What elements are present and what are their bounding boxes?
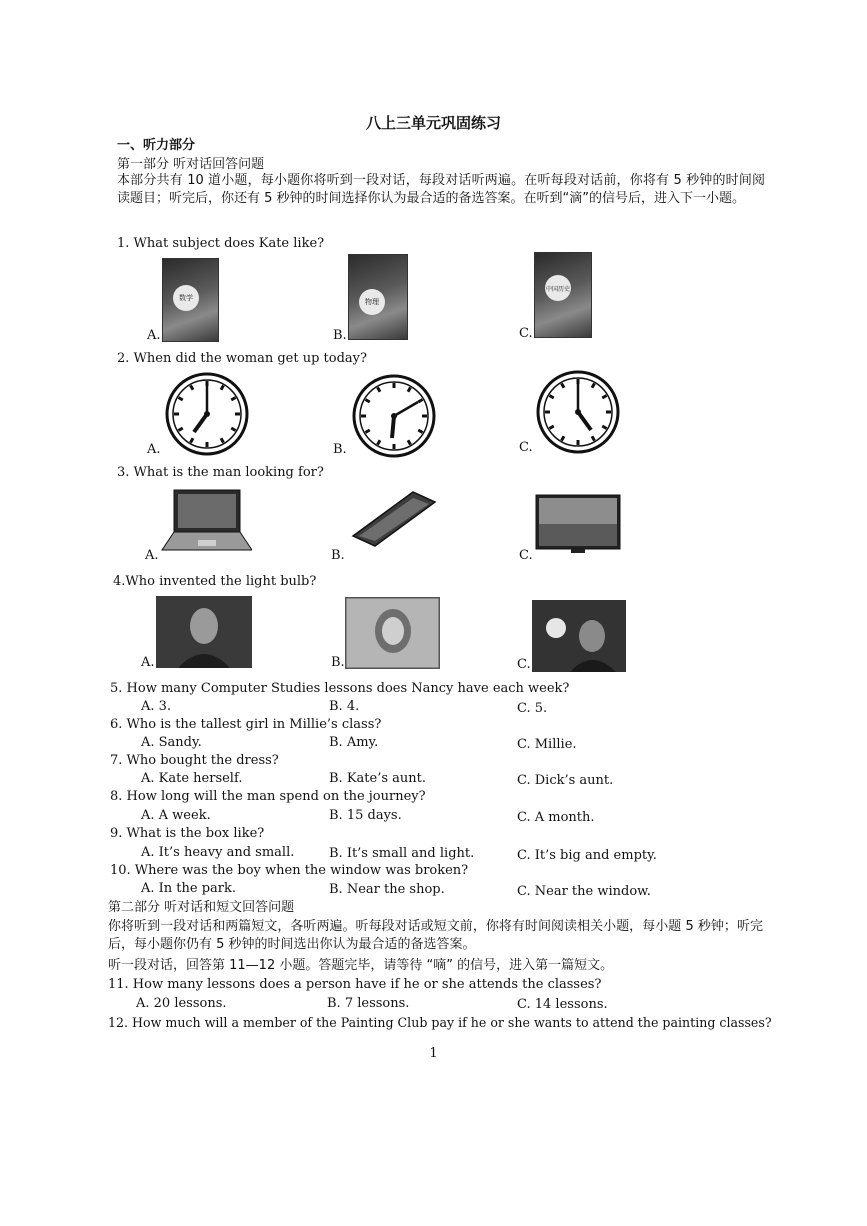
q7-option-a[interactable]: A. Kate herself. xyxy=(141,771,243,786)
q8-option-c[interactable]: C. A month. xyxy=(517,810,595,825)
question-12: 12. How much will a member of the Painting Club pay if he or she wants to attend the painting classes? xyxy=(108,1015,772,1030)
q5-option-a[interactable]: A. 3. xyxy=(141,699,172,714)
book-label: 物理 xyxy=(359,289,385,315)
q11-option-c[interactable]: C. 14 lessons. xyxy=(517,997,608,1012)
question-8: 8. How long will the man spend on the journey? xyxy=(110,789,426,804)
q4-option-b[interactable]: B. xyxy=(331,655,345,670)
question-3: 3. What is the man looking for? xyxy=(117,465,324,480)
section-listening: 一、听力部分 xyxy=(117,138,196,153)
q9-option-b[interactable]: B. It’s small and light. xyxy=(329,846,475,861)
question-10: 10. Where was the boy when the window was broken? xyxy=(110,863,469,878)
q10-option-a[interactable]: A. In the park. xyxy=(141,881,237,896)
history-book-image xyxy=(534,252,592,338)
q1-option-b[interactable]: B. xyxy=(333,328,347,343)
question-5: 5. How many Computer Studies lessons does Nancy have each week? xyxy=(110,681,570,696)
laptop-image xyxy=(160,488,252,554)
q3-option-c[interactable]: C. xyxy=(519,548,533,563)
clock-a-image xyxy=(165,372,249,456)
part2-subinstruction: 听一段对话，回答第 11—12 小题。答题完毕，请等待 “嘀” 的信号，进入第一篇短文。 xyxy=(108,958,614,973)
q10-option-b[interactable]: B. Near the shop. xyxy=(329,882,445,897)
portrait-a-image xyxy=(156,596,252,668)
book-label: 中国历史 xyxy=(545,275,571,301)
portrait-b-image xyxy=(345,597,440,669)
question-1: 1. What subject does Kate like? xyxy=(117,236,325,251)
physics-book-image xyxy=(348,254,408,340)
book-label: 数学 xyxy=(173,285,199,311)
math-book-image xyxy=(162,258,219,342)
part2-instructions: 你将听到一段对话和两篇短文，各听两遍。听每段对话或短文前，你将有时间阅读相关小题，每小题 5 秒钟；听完后，每小题你仍有 5 秒钟的时间选出你认为最合适的备选答案。 xyxy=(108,919,763,952)
page-title: 八上三单元巩固练习 xyxy=(365,114,501,132)
q9-option-c[interactable]: C. It’s big and empty. xyxy=(517,848,657,863)
q6-option-a[interactable]: A. Sandy. xyxy=(141,735,202,750)
part2-heading: 第二部分 听对话和短文回答问题 xyxy=(108,900,295,915)
q8-option-a[interactable]: A. A week. xyxy=(141,808,211,823)
q8-option-b[interactable]: B. 15 days. xyxy=(329,808,402,823)
q2-option-b[interactable]: B. xyxy=(333,442,347,457)
q7-option-b[interactable]: B. Kate’s aunt. xyxy=(329,771,426,786)
portrait-c-image xyxy=(532,600,626,672)
q4-option-a[interactable]: A. xyxy=(141,655,155,670)
question-11: 11. How many lessons does a person have if he or she attends the classes? xyxy=(108,977,602,992)
phone-image xyxy=(345,488,440,548)
question-6: 6. Who is the tallest girl in Millie’s class? xyxy=(110,717,382,732)
q4-option-c[interactable]: C. xyxy=(517,657,531,672)
part1-heading: 第一部分 听对话回答问题 xyxy=(117,157,265,172)
clock-b-image xyxy=(352,374,436,458)
q6-option-b[interactable]: B. Amy. xyxy=(329,735,379,750)
page-number: 1 xyxy=(429,1046,438,1061)
question-9: 9. What is the box like? xyxy=(110,826,265,841)
clock-c-image xyxy=(536,370,620,454)
question-4: 4.Who invented the light bulb? xyxy=(113,574,317,589)
q5-option-b[interactable]: B. 4. xyxy=(329,699,360,714)
q3-option-b[interactable]: B. xyxy=(331,548,345,563)
q5-option-c[interactable]: C. 5. xyxy=(517,701,548,716)
q1-option-a[interactable]: A. xyxy=(147,328,161,343)
q7-option-c[interactable]: C. Dick’s aunt. xyxy=(517,773,614,788)
q11-option-b[interactable]: B. 7 lessons. xyxy=(327,996,410,1011)
q2-option-c[interactable]: C. xyxy=(519,440,533,455)
q1-option-c[interactable]: C. xyxy=(519,326,533,341)
tv-image xyxy=(535,494,621,556)
question-7: 7. Who bought the dress? xyxy=(110,753,279,768)
q2-option-a[interactable]: A. xyxy=(147,442,161,457)
part1-instructions: 本部分共有 10 道小题，每小题你将听到一段对话，每段对话听两遍。在听每段对话前，你将有 5 秒钟的时间阅读题目；听完后，你还有 5 秒钟的时间选择你认为最合适的备选答案。在听到“滴”的信号后，进入下一小题。 xyxy=(117,173,765,206)
q10-option-c[interactable]: C. Near the window. xyxy=(517,884,651,899)
q6-option-c[interactable]: C. Millie. xyxy=(517,737,577,752)
q9-option-a[interactable]: A. It’s heavy and small. xyxy=(141,845,295,860)
q3-option-a[interactable]: A. xyxy=(145,548,159,563)
q11-option-a[interactable]: A. 20 lessons. xyxy=(136,996,227,1011)
question-2: 2. When did the woman get up today? xyxy=(117,351,367,366)
